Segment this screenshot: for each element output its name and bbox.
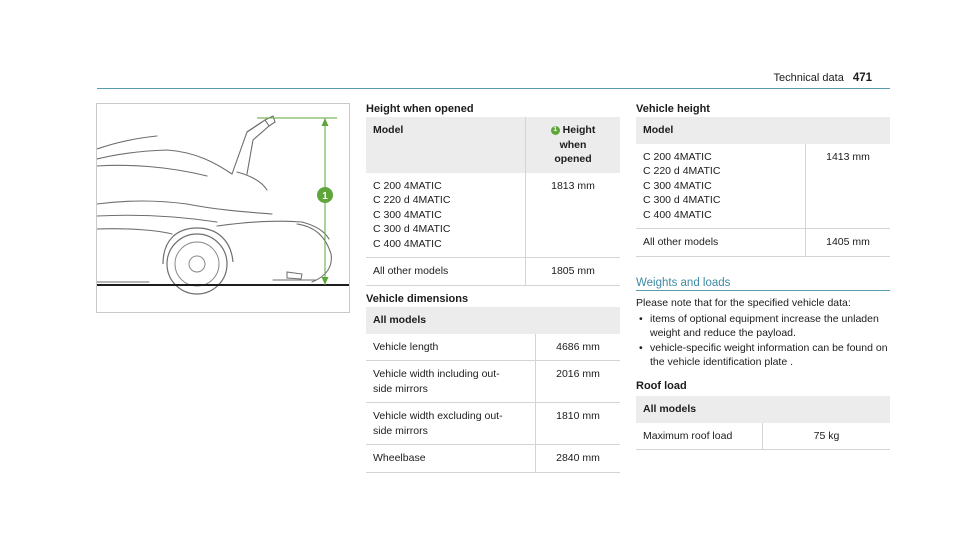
dimension-label: Wheelbase xyxy=(366,445,536,473)
model-other: All other models xyxy=(366,258,526,286)
height-value: 1813 mm xyxy=(526,173,621,258)
roof-load-value: 75 kg xyxy=(763,423,891,450)
all-models-header: All models xyxy=(366,307,620,334)
model-list: C 200 4MATIC C 220 d 4MATIC C 300 4MATIC C 300 d 4MATIC C 400 4MATIC xyxy=(636,144,806,229)
dimensions-table xyxy=(366,307,620,473)
list-item: • items of optional equipment increase the unladen weight and reduce the payload. xyxy=(639,313,879,339)
dimensions-title: Vehicle dimensions xyxy=(366,293,469,305)
weights-rule xyxy=(636,290,890,291)
dimension-value: 2016 mm xyxy=(536,361,621,403)
table-row xyxy=(366,403,620,445)
height-value: 1405 mm xyxy=(806,229,891,257)
table-row xyxy=(366,258,620,286)
page-number: 471 xyxy=(852,72,872,84)
height-opened-table xyxy=(366,117,620,286)
bullet-icon: • xyxy=(639,313,643,325)
car-rear-drawing xyxy=(97,104,349,312)
open-lid xyxy=(232,120,269,174)
height-value: 1805 mm xyxy=(526,258,621,286)
weights-intro: Please note that for the specified vehicle data: xyxy=(636,297,851,309)
running-header xyxy=(773,72,872,84)
col-model-header: Model xyxy=(636,117,890,144)
table-row xyxy=(636,229,890,257)
dimension-value: 1810 mm xyxy=(536,403,621,445)
roof-load-label: Maximum roof load xyxy=(636,423,763,450)
vehicle-height-table xyxy=(636,117,890,257)
table-row xyxy=(636,144,890,229)
dimension-label: Vehicle length xyxy=(366,334,536,361)
dimension-value: 2840 mm xyxy=(536,445,621,473)
table-header-row xyxy=(366,117,620,173)
model-other: All other models xyxy=(636,229,806,257)
table-row xyxy=(636,423,890,450)
exhaust xyxy=(287,272,302,279)
arrow-up-icon xyxy=(322,118,329,126)
header-rule xyxy=(97,88,890,89)
table-header-row xyxy=(366,307,620,334)
vehicle-height-title: Vehicle height xyxy=(636,103,710,115)
section-title: Technical data xyxy=(773,72,844,84)
table-row xyxy=(366,173,620,258)
height-opened-title: Height when opened xyxy=(366,103,474,115)
model-list: C 200 4MATIC C 220 d 4MATIC C 300 4MATIC C 300 d 4MATIC C 400 4MATIC xyxy=(366,173,526,258)
weights-heading: Weights and loads xyxy=(636,277,731,289)
callout-1-label: 1 xyxy=(322,191,328,202)
table-row xyxy=(366,334,620,361)
trunk-height-illustration xyxy=(96,103,350,313)
dimension-label: Vehicle width including out- side mirrors xyxy=(366,361,536,403)
col-model-header: Model xyxy=(366,117,526,173)
roof-line xyxy=(97,136,157,149)
table-header-row xyxy=(636,117,890,144)
list-item: • vehicle-specific weight information can be found on the vehicle identification plate . xyxy=(639,342,888,368)
arrow-down-icon xyxy=(322,277,329,285)
all-models-header: All models xyxy=(636,396,890,423)
roof-load-table xyxy=(636,396,890,450)
col-height-header: 1 Height when opened xyxy=(526,117,621,173)
roof-load-title: Roof load xyxy=(636,380,687,392)
table-row xyxy=(366,445,620,473)
table-header-row xyxy=(636,396,890,423)
bullet-icon: • xyxy=(639,342,643,354)
dimension-value: 4686 mm xyxy=(536,334,621,361)
table-row xyxy=(366,361,620,403)
height-value: 1413 mm xyxy=(806,144,891,229)
callout-1-icon: 1 xyxy=(551,126,560,135)
dimension-label: Vehicle width excluding out- side mirrors xyxy=(366,403,536,445)
